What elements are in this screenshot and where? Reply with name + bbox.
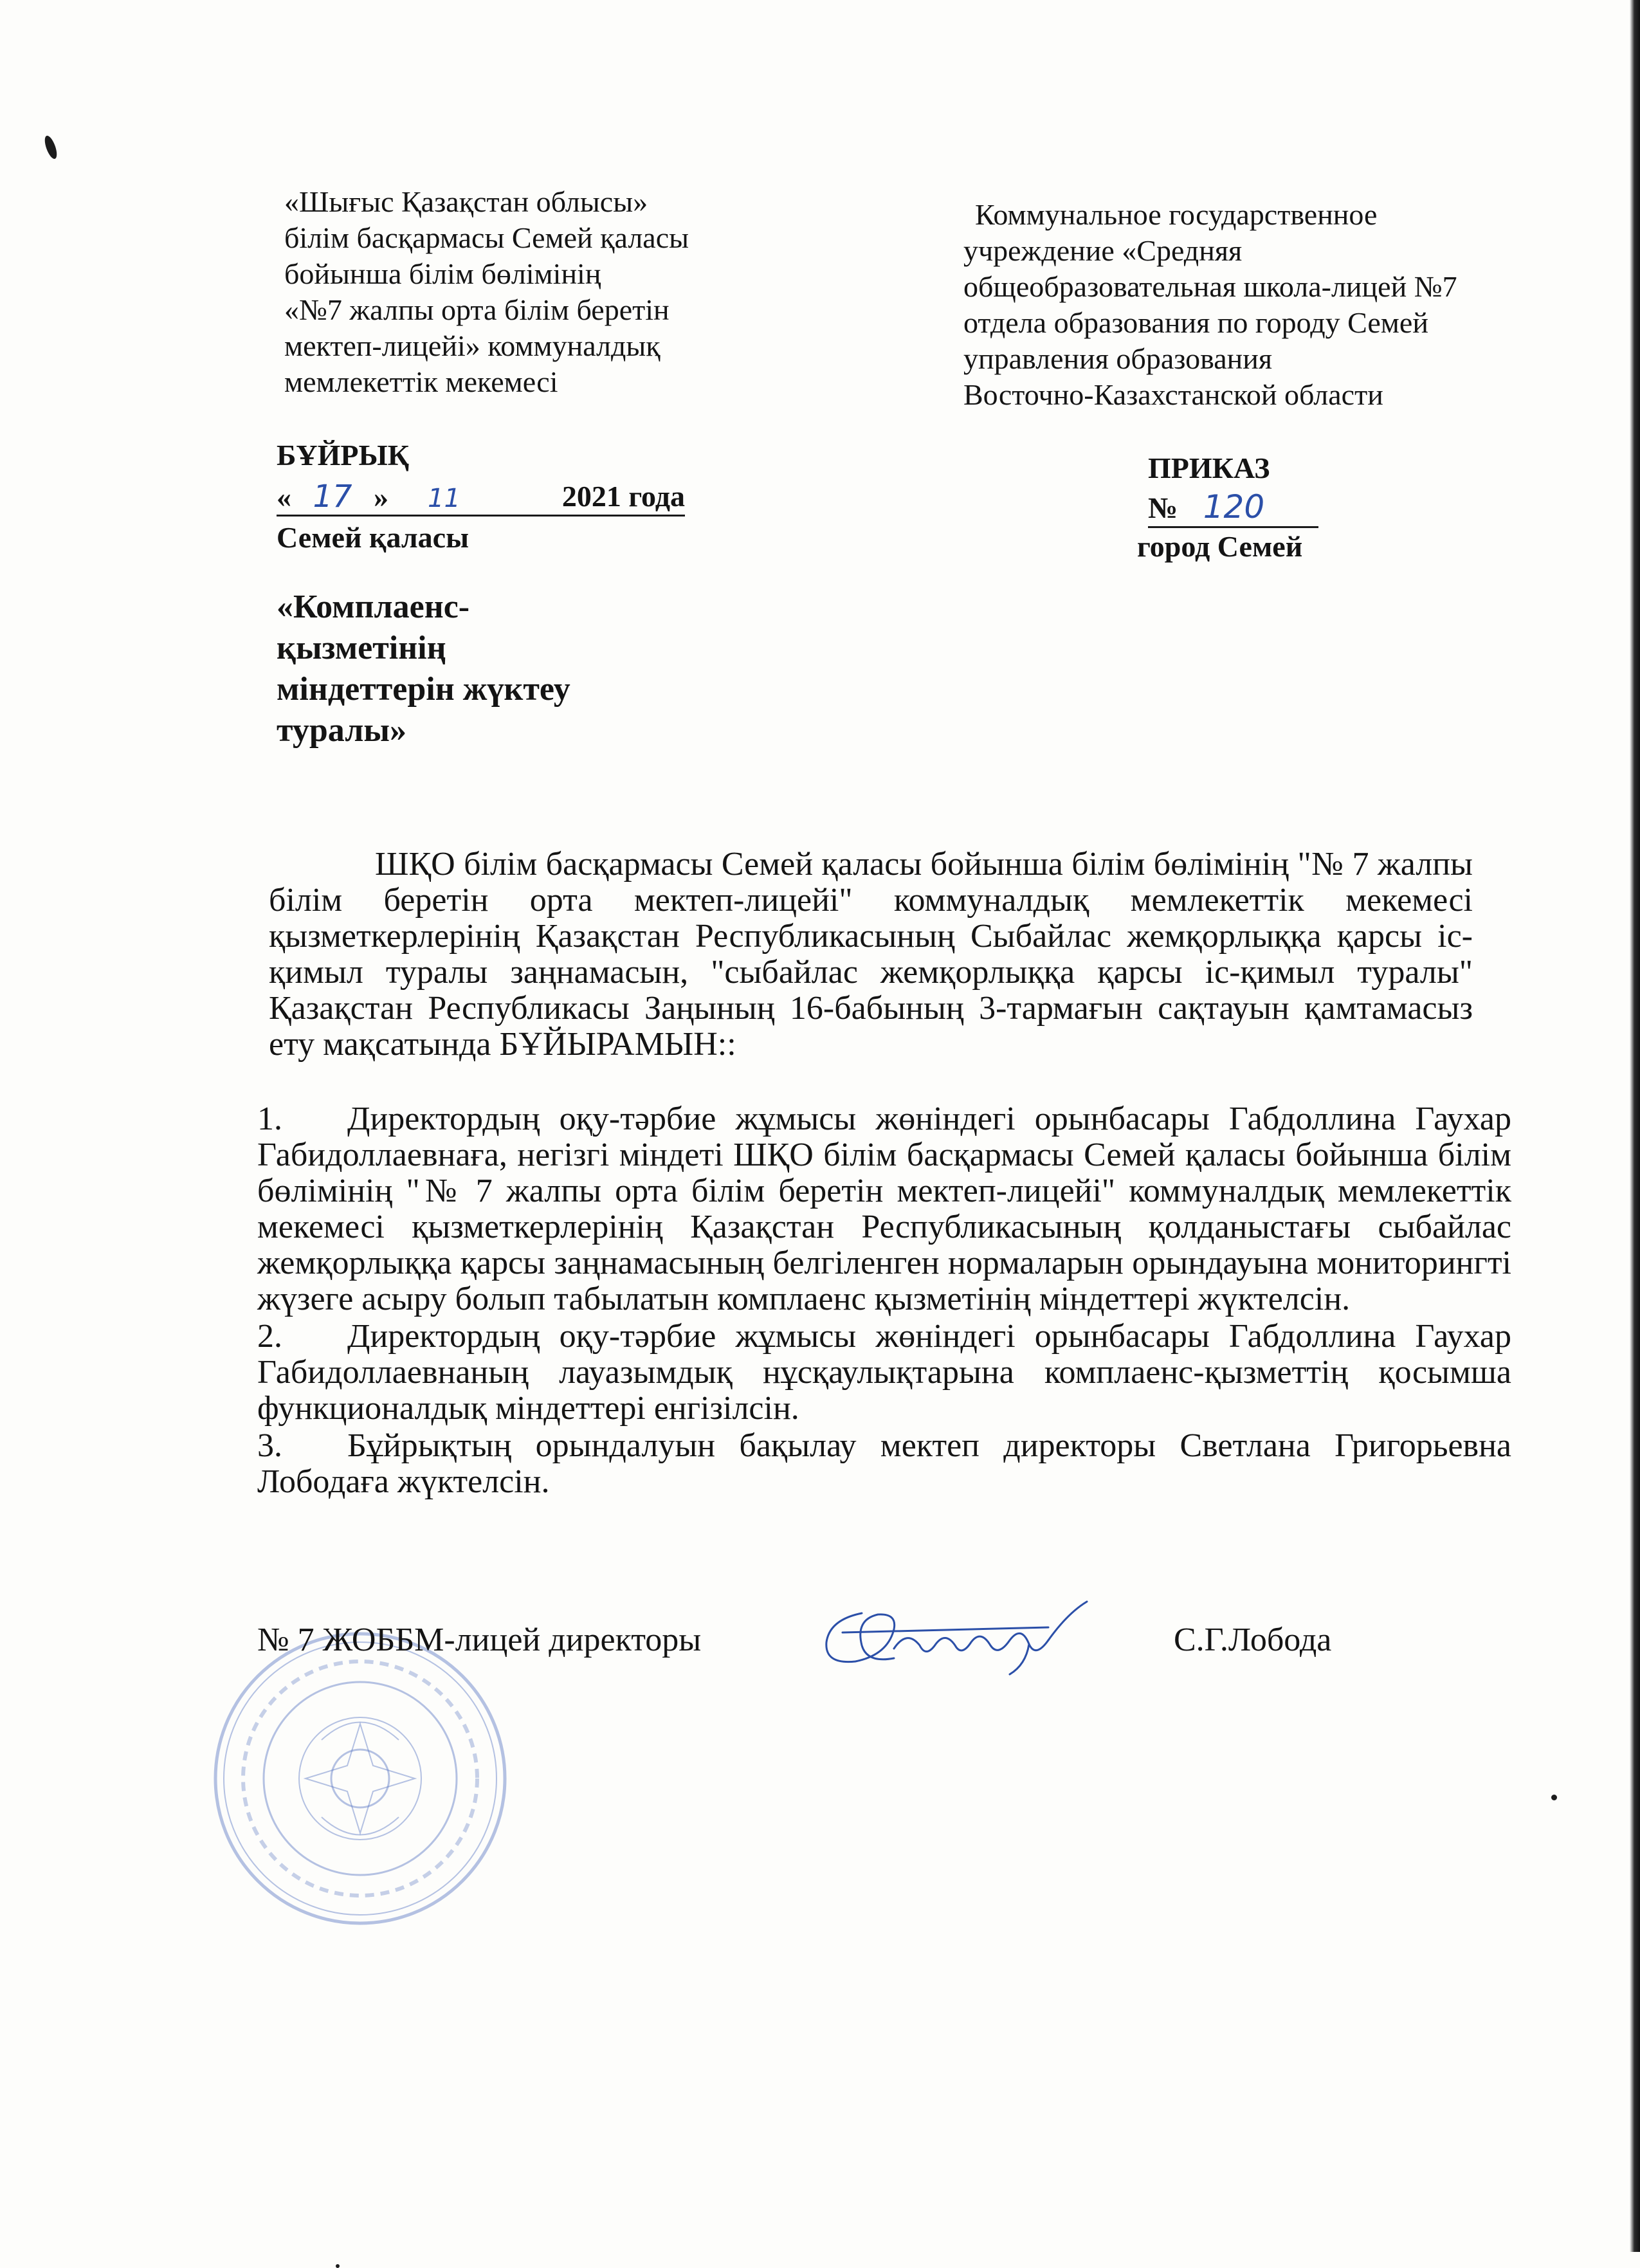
header-left-line: мемлекеттік мекемесі	[284, 365, 558, 398]
order-number-line	[1148, 489, 1318, 526]
item-text: Бұйрықтың орындалуын бақылау мектеп директоры Светлана Григорьевна Лободаға жүктелсін.	[257, 1427, 1511, 1500]
item-number: 3.	[257, 1427, 282, 1464]
header-right	[963, 197, 1457, 413]
header-left-line: «№7 жалпы орта білім беретін	[284, 293, 670, 326]
official-stamp	[209, 1627, 511, 1930]
header-left-line: білім басқармасы Семей қаласы	[284, 221, 689, 254]
header-left-line: бойынша білім бөлімінің	[284, 257, 601, 290]
header-left-line: «Шығыс Қазақстан облысы»	[284, 185, 648, 218]
order-city-ru: город Семей	[1137, 530, 1303, 563]
header-right-line: Коммунальное государственное	[975, 198, 1378, 231]
scan-edge	[1630, 0, 1640, 2252]
order-item	[257, 1101, 1511, 1317]
order-number-rule	[1148, 526, 1318, 528]
order-city-kz: Семей қаласы	[277, 521, 469, 554]
subject-line: «Комплаенс-	[277, 589, 470, 625]
header-right-line: общеобразовательная школа-лицей №7	[963, 270, 1457, 303]
order-subject	[277, 587, 570, 751]
header-right-line: учреждение «Средняя	[963, 234, 1243, 267]
number-sign: №	[1148, 491, 1178, 524]
open-quote: «	[277, 480, 291, 513]
order-label-kz: БҰЙРЫҚ	[277, 439, 410, 471]
item-text: Директордың оқу-тәрбие жұмысы жөніндегі орынбасары Габдоллина Гаухар Габидоллаевнаға, негізгі міндеті ШҚО білім басқармасы Семей қаласы бойынша білім бөлімінің "№ 7 жалпы орта білім беретін мектеп-лицейі" коммуналдық мемлекеттік мекемесі қызметкерлерінің Қазақстан Республикасының қолданыстағы сыбайлас жемқорлыққа қарсы заңнамасының белгіленген нормаларын орындауына мониторингті жүзеге асыру болып табылатын комплаенс қызметінің міндеттері жүктелсін.	[257, 1101, 1511, 1317]
subject-line: қызметінің	[277, 630, 446, 666]
order-item	[257, 1319, 1511, 1427]
preamble-paragraph: ШҚО білім басқармасы Семей қаласы бойынша білім бөлімінің "№ 7 жалпы білім беретін орта мектеп-лицейі" коммуналдық мемлекеттік мекемесі қызметкерлерінің Қазақстан Республикасының Сыбайлас жемқорлыққа қарсы іс-қимыл туралы заңнамасын, "сыбайлас жемқорлыққа қарсы іс-қимыл туралы" Қазақстан Республикасы Заңының 16-бабының 3-тармағын сақтауын қамтамасыз ету мақсатында БҰЙЫРАМЫН::	[269, 846, 1473, 1063]
signatory-position: № 7 ЖОББМ-лицей директоры	[257, 1622, 702, 1658]
item-text: Директордың оқу-тәрбие жұмысы жөніндегі орынбасары Габдоллина Гаухар Габидоллаевнаның лауазымдық нұсқаулықтарына комплаенс-қызметтің қосымша функционалдық міндеттері енгізілсін.	[257, 1318, 1511, 1427]
signatory-name: С.Г.Лобода	[1174, 1622, 1332, 1658]
order-label-ru: ПРИКАЗ	[1148, 452, 1270, 484]
header-left	[284, 184, 689, 400]
close-quote: »	[374, 480, 388, 513]
scan-speck	[42, 134, 59, 160]
header-right-line: управления образования	[963, 342, 1273, 375]
order-item	[257, 1428, 1511, 1500]
order-date-line	[277, 479, 685, 517]
header-right-line: отдела образования по городу Семей	[963, 306, 1428, 339]
order-date-rule	[277, 515, 685, 517]
subject-line: туралы»	[277, 712, 407, 749]
handwritten-month: 11	[428, 484, 460, 513]
header-left-line: мектеп-лицейі» коммуналдық	[284, 329, 661, 362]
header-right-line: Восточно-Казахстанской области	[963, 378, 1383, 411]
handwritten-number: 120	[1203, 488, 1265, 526]
subject-line: міндеттерін жүктеу	[277, 671, 570, 708]
handwritten-day: 17	[313, 479, 352, 515]
order-year: 2021 года	[561, 480, 685, 513]
item-number: 1.	[257, 1101, 282, 1137]
scan-speck	[1551, 1795, 1557, 1800]
item-number: 2.	[257, 1318, 282, 1355]
order-items	[257, 1101, 1511, 1500]
handwritten-signature	[817, 1594, 1100, 1684]
scan-speck	[336, 2264, 340, 2268]
